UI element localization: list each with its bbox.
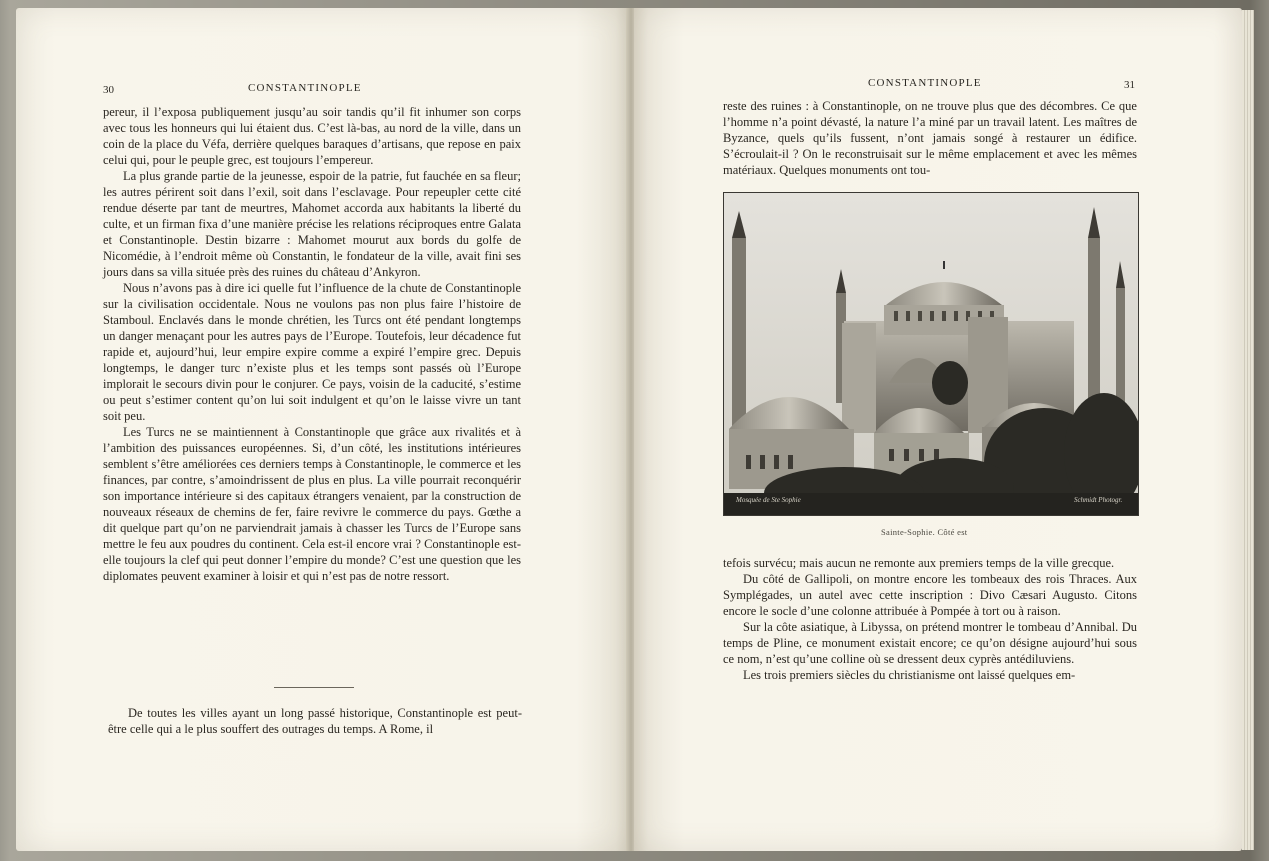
left-paragraph: pereur, il l’exposa publiquement jusqu’au soir tandis qu’il fit inhumer son corps avec tous les honneurs qui lui étaient dus. C’est là-bas, au nord de la ville, dans un coin de la place du Véfa, derrière quelques baraques d’artisans, que repose en paix celui qui, pour le peuple grec, est toujours l’empereur.: [103, 105, 521, 167]
right-paragraph: Sur la côte asiatique, à Libyssa, on prétend montrer le tombeau d’Annibal. Du temps de Pline, ce monument existait encore; ce qu’on désigne aujourd’hui sous ce nom, n’est qu’une colline où se dressent deux cyprès antédiluviens.: [723, 620, 1137, 666]
left-section-text: [108, 705, 522, 737]
left-running-header: CONSTANTINOPLE: [248, 82, 362, 94]
photographer-credit: Schmidt Photogr.: [1074, 496, 1123, 504]
photo-illustration: [724, 193, 1138, 515]
figure-caption: Sainte-Sophie. Côté est: [881, 527, 968, 537]
left-paragraph: Les Turcs ne se maintiennent à Constantinople que grâce aux rivalités et à l’ambition des puissances européennes. Si, d’un côté, les institutions intérieures semblent s’être améliorées ces derniers temps à Constantinople, le commerce et les finances, par contre, s’amoindrissent de plus en plus. La ville pourrait reconquérir son importance intérieure si des capitaux étrangers venaient, par la construction de nouveaux réseaux de chemins de fer, faire revivre le commerce du pays. Gœthe a dit quelque part qu’on ne parviendrait jamais à chasser les Turcs de l’Europe sans mettre le feu aux poudres du continent. Cela est-il encore vrai ? Constantinople est-elle toujours la clef qui peut donner l’empire du monde? C’est une question que les diplomates peuvent examiner à loisir et qui n’est pas de notre ressort.: [103, 425, 521, 583]
section-opening-paragraph: De toutes les villes ayant un long passé historique, Constantinople est peut-être celle qui a le plus souffert des outrages du temps. A Rome, il: [108, 706, 522, 736]
right-paragraph: Les trois premiers siècles du christianisme ont laissé quelques em-: [743, 668, 1076, 682]
left-page-number: 30: [103, 84, 114, 96]
right-top-text: [723, 98, 1137, 178]
section-divider: [274, 687, 354, 688]
plate-title-label: Mosquée de Ste Sophie: [736, 496, 801, 504]
left-paragraph: Nous n’avons pas à dire ici quelle fut l’influence de la chute de Constantinople sur la civilisation occidentale. Nous ne voulons pas non plus faire l’histoire de Stamboul. Enclavés dans le monde chrétien, les Turcs ont été pendant longtemps un danger menaçant pour les autres pays de l’Europe. Toutefois, leur décadence fut rapide et, aujourd’hui, leur empire expire comme a expiré l’empire grec. Depuis longtemps, le danger turc n’existe plus et les temps sont passés où l’Europe implorait le secours divin pour le conjurer. Ce pays, voisin de la caducité, s’estime ou peut s’estimer content qu’on lui soit indulgent et qu’on le laisse vivre un tant soit peu.: [103, 281, 521, 423]
right-paragraph: tefois survécu; mais aucun ne remonte aux premiers temps de la ville grecque.: [723, 556, 1115, 570]
right-paragraph: reste des ruines : à Constantinople, on ne trouve plus que des décombres. Ce que l’homme n’a point dévasté, la nature l’a miné par un travail latent. Les maîtres de Byzance, quels qu’ils fussent, n’ont jamais songé à restaurer un édifice. S’écroulait-il ? On le reconstruisait sur le même emplacement et avec les mêmes matériaux. Quelques monuments ont tou-: [723, 99, 1137, 177]
left-paragraph: La plus grande partie de la jeunesse, espoir de la patrie, fut fauchée en sa fleur; les autres périrent soit dans l’exil, soit dans l’esclavage. Pour repeupler cette cité rendue déserte par tant de meurtres, Mahomet accorda aux habitants la liberté du culte, et un firman fixa d’une manière précise les relations réciproques entre Galata et Constantinople. Destin bizarre : Mahomet mourut aux bords du golfe de Nicomédie, à l’endroit même où Constantin, le fondateur de la ville, avait fini ses jours dans sa villa située près des ruines du château d’Ankyron.: [103, 169, 521, 279]
hagia-sophia-photograph: [723, 192, 1139, 516]
right-page-number: 31: [1124, 79, 1135, 91]
right-running-header: CONSTANTINOPLE: [868, 77, 982, 89]
left-body-text: [103, 104, 521, 584]
right-body-text: [723, 555, 1137, 683]
page-edges: [1242, 10, 1254, 850]
right-paragraph: Du côté de Gallipoli, on montre encore les tombeaux des rois Thraces. Aux Symplégades, un autel avec cette inscription : Divo Cæsari Augusto. Citons encore le socle d’une colonne attribuée à Pompée à tort ou à raison.: [723, 572, 1137, 618]
